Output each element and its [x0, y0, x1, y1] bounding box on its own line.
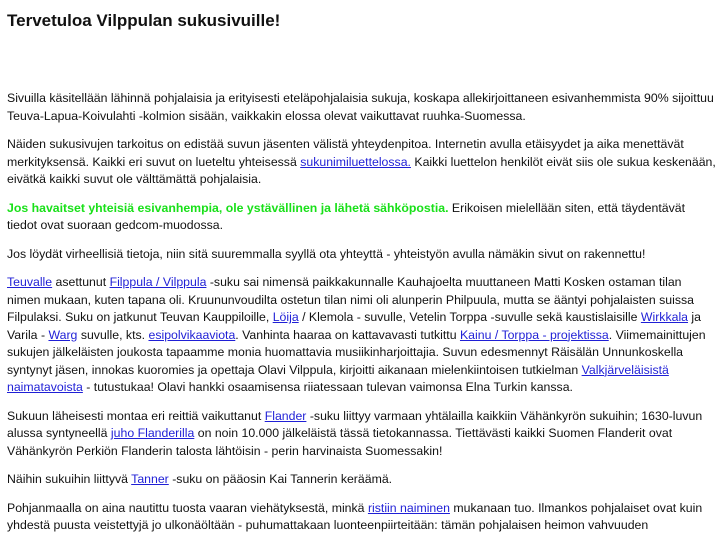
- filppula-text-5: suvulle, kts.: [77, 327, 149, 342]
- pedigree-link[interactable]: esipolvikaaviota: [148, 327, 236, 342]
- crossbreeding-text-2: mukanaan tuo. Ilmankos pohjalaiset ovat kuin yhdestä puusta veistettyjä jo ulkonäöltään - puhumattakaan luonteenpiirteitään: tämän pohjalaisen heimon vahvuuden: [7, 500, 703, 532]
- tanner-text-1: Näihin sukuihin liittyvä: [7, 472, 132, 486]
- wirkkala-link[interactable]: Wirkkala: [640, 310, 689, 324]
- tanner-link[interactable]: Tanner: [131, 472, 169, 486]
- purpose-paragraph: [7, 136, 718, 189]
- page-title: Tervetuloa Vilppulan sukusivuille!: [7, 11, 281, 30]
- filppula-text-3: / Klemola - suvulle, Vetelin Torppa -suvulle sekä kaustislaisille: [298, 310, 641, 324]
- purpose-text-2: Kaikki luettelon henkilöt eivät siis ole sukua keskenään, eivätkä kaikki suvut ole välttämättä pohjalaisia.: [7, 154, 716, 186]
- cross-marriage-link[interactable]: ristiin naiminen: [367, 500, 450, 515]
- flander-link[interactable]: Flander: [264, 408, 307, 423]
- filppula-text-4: ja Varila -: [7, 310, 702, 342]
- teuva-link[interactable]: Teuvalle: [7, 275, 53, 289]
- valkjarvi-link[interactable]: Valkjärveläisistä naimatavoista: [7, 362, 669, 394]
- flander-text-1: Sukuun läheisesti montaa eri reittiä vaikuttanut: [7, 408, 265, 423]
- filppula-text-1: asettunut: [52, 275, 110, 289]
- loija-link[interactable]: Löija: [272, 310, 299, 324]
- errors-paragraph: Jos löydät virheellisiä tietoja, niin sitä suuremmalla syyllä ota yhteyttä - yhteistyön avulla nämäkin sivut on rakennettu!: [7, 246, 646, 261]
- juho-flander-link[interactable]: juho Flanderilla: [110, 426, 195, 440]
- filppula-link[interactable]: Filppula / Vilppula: [109, 275, 207, 289]
- flander-text-3: on noin 10.000 jälkeläistä tässä tietokannassa. Tiettävästi kaikki Suomen Flanderit ovat Vähänkyrön Perkiön Flanderin talosta lähtöisin - perin harvinaista Suomessakin!: [7, 426, 673, 458]
- filppula-text-2: -suku sai nimensä paikkakunnalle Kauhajoelta muuttaneen Matti Kosken ostaman tilan nimen mukaan, kuten tapana oli. Kruununvoudilta ostetun tilan nimi oli alunperin Philpuula, mutta se ääntyi pohjalaisten suissa Filpulaksi. Suku on jatkunut Teuvan Kauppiloille,: [7, 275, 694, 324]
- tanner-paragraph: [7, 471, 718, 489]
- contact-highlight: Jos havaitset yhteisiä esivanhempia, ole ystävällinen ja lähetä sähköpostia.: [7, 200, 449, 215]
- kainu-torppa-link[interactable]: Kainu / Torppa - projektissa: [459, 327, 609, 342]
- filppula-text-7: . Viimemainittujen sukujen jälkeläisten joukosta tapaamme monia huomattavia musiikinharjoittajia. Suvun edesmennyt Räisälän Unnunkoskella syntynyt jäsen, innokas kuoromies ja opettaja Olavi Vilppula, kirjoitti aikanaan mielenkiintoisen tutkielman: [7, 327, 706, 377]
- crossbreeding-text-1: Pohjanmaalla on aina nautittu tuosta vaaran viehätyksestä, minkä: [7, 500, 368, 515]
- filppula-text-8: - tutustukaa! Olavi hankki osaamisensa riiatessaan tulevan vaimonsa Elna Turkin kanssa.: [82, 380, 573, 394]
- warg-link[interactable]: Warg: [48, 327, 78, 342]
- purpose-text-1: Näiden sukusivujen tarkoitus on edistää suvun jäsenten välistä yhteydenpitoa. Internetin avulla etäisyydet ja aika menettävät merkityksensä. Kaikki eri suvut on lueteltu yhteisessä: [7, 137, 684, 169]
- filppula-text-6: . Vanhinta haaraa on kattavavasti tutkittu: [235, 327, 460, 342]
- crossbreeding-paragraph: [7, 500, 718, 535]
- contact-paragraph: [7, 200, 718, 235]
- contact-text: Erikoisen mielellään siten, että täydentävät tiedot ovat suoraan gedcom-muodossa.: [7, 200, 686, 232]
- intro-paragraph: Sivuilla käsitellään lähinnä pohjalaisia ja erityisesti eteläpohjalaisia sukuja, koskapa allekirjoittaneen esivanhemmista 90% sijoittuu Teuva-Lapua-Koivulahti -kolmion sisään, vaikkakin elossa olevat vaikuttavat ruuhka-Suomessa.: [7, 91, 714, 123]
- filppula-paragraph: [7, 274, 718, 397]
- tanner-text-2: -suku on pääosin Kai Tannerin keräämä.: [168, 472, 393, 486]
- surname-list-link[interactable]: sukunimiluettelossa.: [300, 154, 411, 169]
- flander-paragraph: [7, 408, 718, 461]
- flander-text-2: -suku liittyy varmaan yhtälailla kaikkiin Vähänkyrön sukuihin; 1630-luvun alussa syntyneellä: [7, 408, 703, 440]
